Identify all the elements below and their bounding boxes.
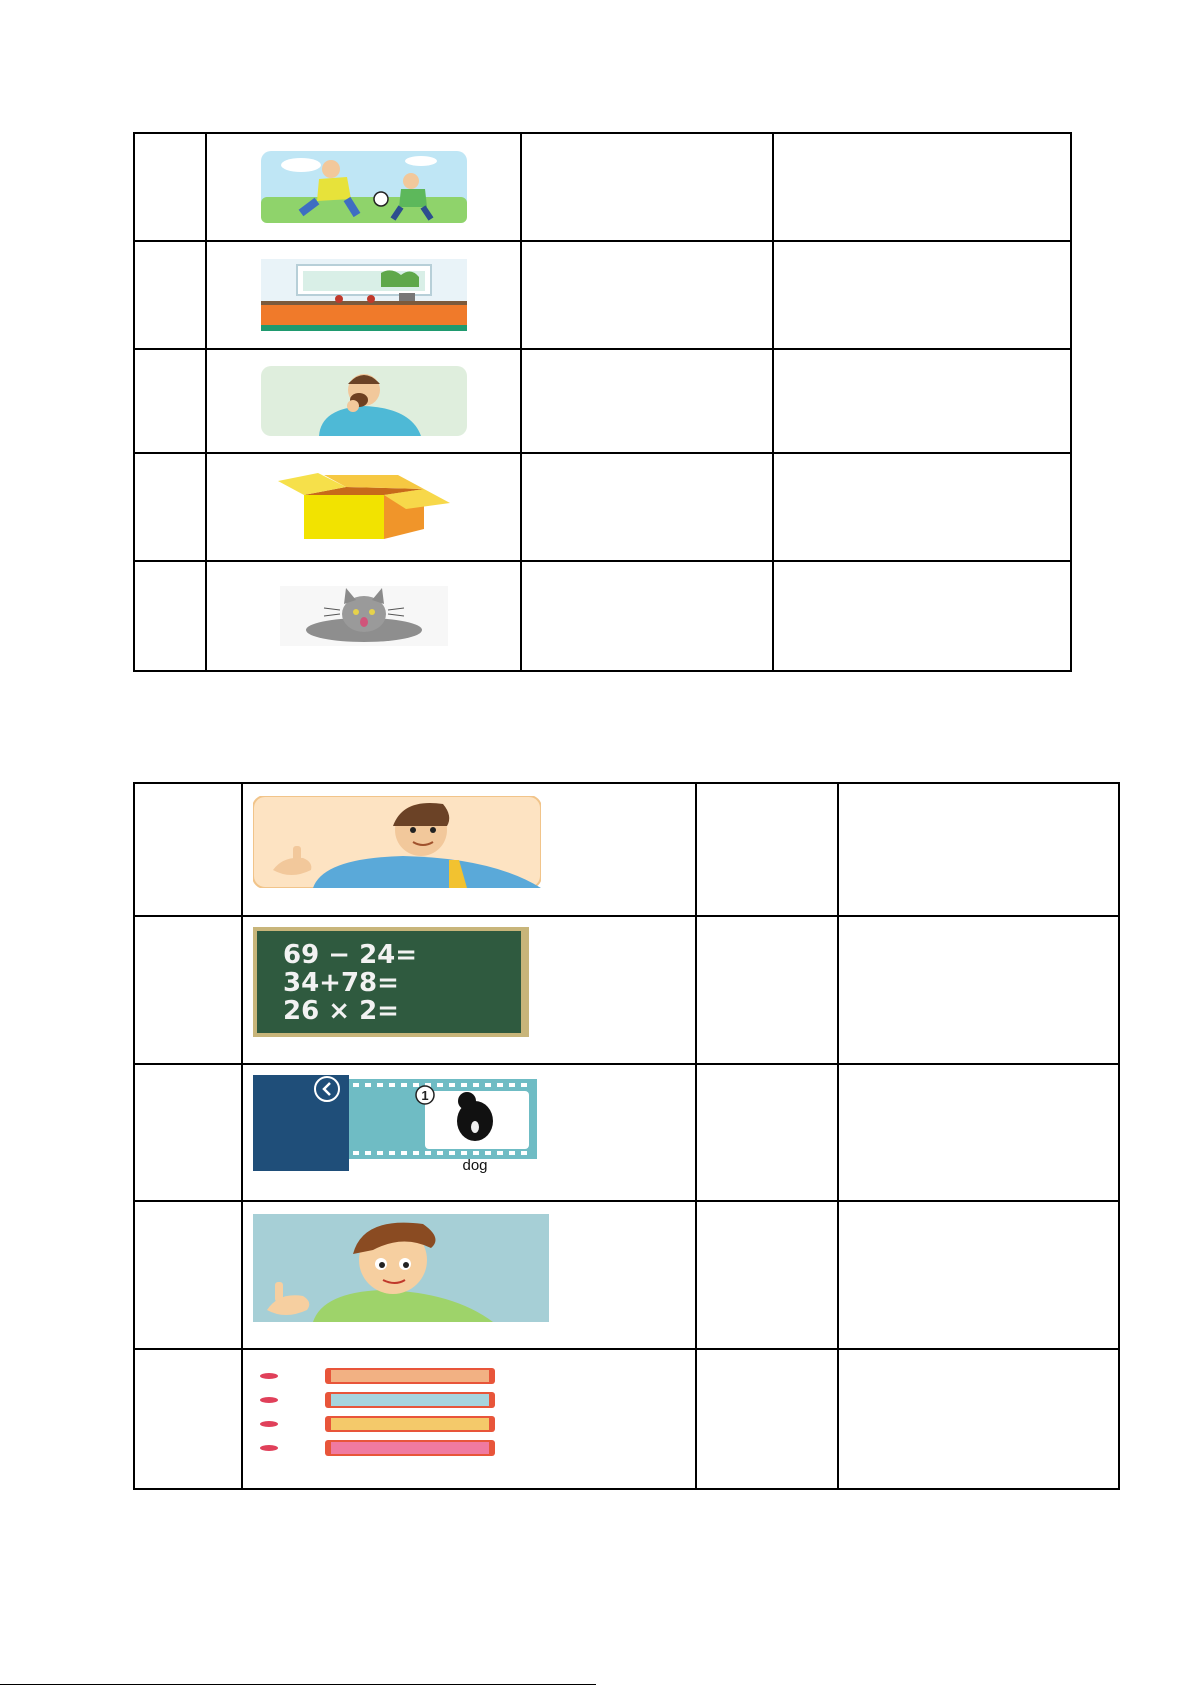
answer-cell[interactable] — [521, 133, 773, 241]
answer-cell[interactable] — [838, 1201, 1119, 1349]
strip-marker-4 — [260, 1445, 278, 1451]
answer-cell[interactable] — [521, 349, 773, 453]
picture-cell — [206, 349, 521, 453]
number-cell — [134, 453, 206, 561]
answer-cell[interactable] — [696, 1064, 838, 1201]
answer-cell[interactable] — [773, 241, 1071, 349]
table-row — [134, 783, 1119, 916]
table-row — [134, 241, 1071, 349]
answer-cell[interactable] — [838, 1064, 1119, 1201]
number-cell — [134, 349, 206, 453]
answer-cell[interactable] — [696, 1349, 838, 1489]
answer-cell[interactable] — [521, 241, 773, 349]
teacher-pointing-picture — [253, 796, 541, 888]
strip-marker-2 — [260, 1397, 278, 1403]
picture-cell — [206, 241, 521, 349]
open-yellow-box-picture — [274, 471, 454, 543]
vocabulary-table-1 — [133, 132, 1072, 672]
card-number: 1 — [421, 1088, 429, 1103]
answer-cell[interactable] — [696, 916, 838, 1064]
answer-cell[interactable] — [696, 783, 838, 916]
number-cell — [134, 783, 242, 916]
answer-cell[interactable] — [773, 561, 1071, 671]
picture-cell — [242, 1349, 696, 1489]
number-cell — [134, 1201, 242, 1349]
kitchen-counter-picture — [261, 259, 467, 331]
picture-cell — [242, 1201, 696, 1349]
picture-cell — [242, 783, 696, 916]
table-row — [134, 453, 1071, 561]
picture-cell — [242, 1064, 696, 1201]
number-cell — [134, 1349, 242, 1489]
table-row — [134, 1064, 1119, 1201]
strip-marker-3 — [260, 1421, 278, 1427]
number-cell — [134, 133, 206, 241]
table-row — [134, 561, 1071, 671]
number-cell — [134, 561, 206, 671]
answer-cell[interactable] — [521, 453, 773, 561]
answer-cell[interactable] — [838, 783, 1119, 916]
boy-pointing-picture — [253, 1214, 549, 1322]
grey-cat-picture — [280, 586, 448, 646]
flashcard-dog-picture — [253, 1075, 537, 1173]
answer-cell[interactable] — [696, 1201, 838, 1349]
table-row — [134, 916, 1119, 1064]
equation-3: 26 × 2= — [283, 996, 399, 1026]
equation-2: 34+78= — [283, 968, 399, 998]
answer-cell[interactable] — [773, 349, 1071, 453]
answer-cell[interactable] — [773, 133, 1071, 241]
answer-cell[interactable] — [838, 916, 1119, 1064]
table-row — [134, 1201, 1119, 1349]
picture-cell — [242, 916, 696, 1064]
card-word: dog — [462, 1157, 488, 1173]
answer-cell[interactable] — [521, 561, 773, 671]
number-cell — [134, 241, 206, 349]
number-cell — [134, 1064, 242, 1201]
number-cell — [134, 916, 242, 1064]
numbered-strips-picture — [253, 1360, 543, 1460]
strip-marker-1 — [260, 1373, 278, 1379]
equation-1: 69 − 24= — [283, 940, 418, 970]
picture-cell — [206, 561, 521, 671]
table-row — [134, 133, 1071, 241]
two-boys-playing-football-picture — [261, 151, 467, 223]
answer-cell[interactable] — [773, 453, 1071, 561]
vocabulary-table-2 — [133, 782, 1120, 1490]
chalkboard-picture — [253, 927, 529, 1037]
table-row — [134, 349, 1071, 453]
answer-cell[interactable] — [838, 1349, 1119, 1489]
picture-cell — [206, 133, 521, 241]
table-row — [134, 1349, 1119, 1489]
picture-cell — [206, 453, 521, 561]
man-eating-picture — [261, 366, 467, 436]
